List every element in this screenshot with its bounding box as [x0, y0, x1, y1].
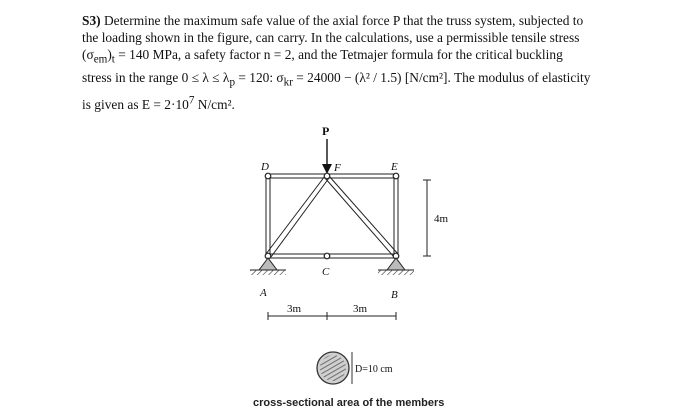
problem-line-1: Determine the maximum safe value of the axial force P that the truss system, subjected to: [103, 13, 584, 28]
problem-number: S3): [82, 13, 101, 28]
node-label-b: B: [391, 289, 398, 301]
pin-support-b: [378, 258, 414, 275]
problem-line-3: $(\sigma_{em})_t = 140$ MPa, a safety factor n = 2, and the Tetmajer formula for the critical buckling: [82, 47, 563, 67]
load-label: P: [322, 124, 330, 138]
truss-members: [266, 174, 398, 258]
problem-line-2: the loading shown in the figure, can carry. In the calculations, use a permissible tensile stress: [82, 30, 580, 46]
problem-line-4: stress in the range $0 \le \lambda \le \lambda_p = 120$: $\sigma_{kr} = 24000 - (\lambda^2 / 1.5)$ [N/cm²]. The modulus of elasticity: [82, 70, 591, 89]
span-left-label: 3m: [287, 303, 302, 315]
problem-line-5: is given as $E = 2\cdot 10^7$ N/cm².: [82, 94, 235, 112]
span-right-label: 3m: [353, 303, 368, 315]
height-dimension: [423, 180, 431, 256]
node-label-f: F: [334, 162, 341, 174]
node-label-a: A: [260, 287, 267, 299]
node-label-e: E: [391, 161, 398, 173]
pin-support-a: [250, 258, 286, 275]
height-label: 4m: [434, 213, 449, 225]
diameter-label: D=10 cm: [355, 364, 393, 375]
node-label-d: D: [261, 161, 269, 173]
node-label-c: C: [322, 266, 330, 278]
cross-section-icon: [317, 352, 352, 384]
cross-section-caption: cross-sectional area of the members: [253, 397, 445, 409]
load-arrow: [322, 139, 332, 174]
